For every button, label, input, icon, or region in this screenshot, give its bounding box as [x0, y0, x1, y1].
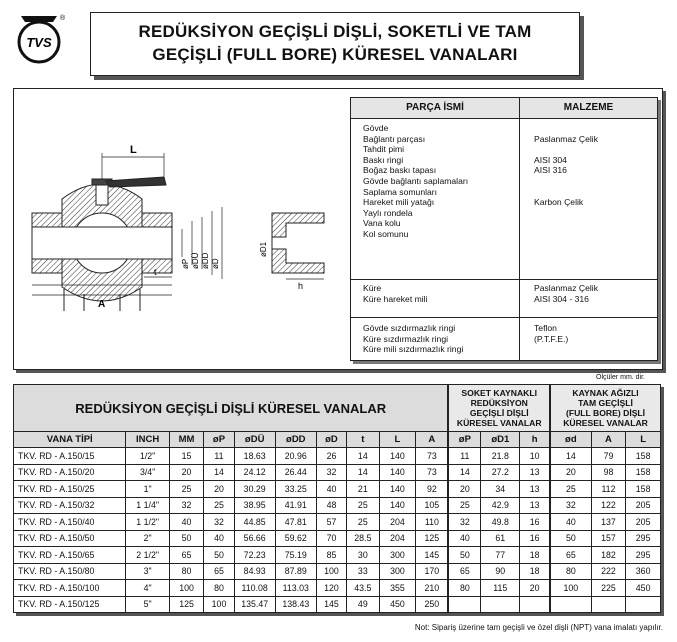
table-cell: 27.2 [481, 464, 520, 481]
table-cell: 26 [316, 448, 346, 465]
table-cell: 32 [550, 497, 591, 514]
table-cell: 225 [591, 580, 626, 597]
table-cell: 138.43 [275, 596, 316, 613]
logo-text: TVS [26, 35, 52, 50]
column-header: L [379, 432, 416, 448]
part-name: Küre hareket mili [363, 293, 428, 304]
weld-group-title: KAYNAK AĞIZLI TAM GEÇİŞLİ (FULL BORE) DİŞLİ KÜRESEL VANALAR [550, 385, 660, 432]
company-logo [13, 10, 65, 66]
table-cell: 13 [520, 464, 550, 481]
column-header: VANA TİPİ [14, 432, 126, 448]
table-cell: 20 [204, 481, 234, 498]
table-cell: 14 [204, 464, 234, 481]
table-cell: 40 [316, 481, 346, 498]
column-header: øD1 [481, 432, 520, 448]
part-material: AISI 304 - 316 [534, 293, 589, 304]
table-cell: 295 [626, 530, 661, 547]
table-cell: 1/2" [126, 448, 169, 465]
table-row [14, 580, 661, 597]
table-cell: 137 [591, 514, 626, 531]
table-cell: 112 [591, 481, 626, 498]
table-cell: 158 [626, 481, 661, 498]
table-cell: 87.89 [275, 563, 316, 580]
table-cell: 21 [347, 481, 379, 498]
table-cell: 34 [481, 481, 520, 498]
column-header: A [416, 432, 449, 448]
table-cell: 158 [626, 464, 661, 481]
table-cell: 16 [520, 530, 550, 547]
table-cell: 140 [379, 448, 416, 465]
table-cell: 5" [126, 596, 169, 613]
table-cell: 140 [379, 481, 416, 498]
table-cell: 360 [626, 563, 661, 580]
table-cell: 80 [448, 580, 480, 597]
table-cell: 158 [626, 448, 661, 465]
dimension-DD: øDD [201, 252, 210, 269]
table-cell: TKV. RD - A.150/65 [14, 547, 126, 564]
column-header: øDÜ [234, 432, 275, 448]
table-cell: 18 [520, 547, 550, 564]
table-cell: 250 [416, 596, 449, 613]
part-material: Teflon [534, 323, 557, 333]
table-cell: 40 [169, 514, 204, 531]
table-cell: 72.23 [234, 547, 275, 564]
table-cell: 25 [204, 497, 234, 514]
parts-group [351, 123, 657, 280]
table-cell: 1 1/2" [126, 514, 169, 531]
table-cell: 65 [448, 563, 480, 580]
part-name: Küre [363, 283, 382, 293]
table-cell: 40 [204, 530, 234, 547]
column-header: L [626, 432, 661, 448]
table-cell: 28.5 [347, 530, 379, 547]
table-cell: 75.19 [275, 547, 316, 564]
table-cell: 15 [169, 448, 204, 465]
part-material: Paslanmaz Çelik [534, 283, 598, 293]
part-material: AISI 304 [534, 154, 567, 165]
table-cell: 125 [416, 530, 449, 547]
table-cell: 110 [416, 514, 449, 531]
table-cell: 10 [520, 448, 550, 465]
part-name: Gövde sızdırmazlık ringi [363, 323, 456, 333]
table-cell: TKV. RD - A.150/80 [14, 563, 126, 580]
table-cell: 4" [126, 580, 169, 597]
table-cell: TKV. RD - A.150/25 [14, 481, 126, 498]
drawing-panel [13, 88, 663, 370]
part-name: Tahdit pimi [363, 144, 405, 155]
socket-group-title: SOKET KAYNAKLI REDÜKSİYON GEÇİŞLİ DİŞLİ KÜRESEL VANALAR [448, 385, 550, 432]
table-cell: 49 [347, 596, 379, 613]
column-header: øD [316, 432, 346, 448]
table-cell: 205 [626, 514, 661, 531]
table-cell: 77 [481, 547, 520, 564]
table-cell: 50 [448, 547, 480, 564]
table-cell: 90 [481, 563, 520, 580]
table-cell: 182 [591, 547, 626, 564]
table-cell: 43.5 [347, 580, 379, 597]
unit-note: Ölçüler mm. dir. [596, 374, 646, 381]
column-header: øP [204, 432, 234, 448]
part-material: (P.T.F.E.) [534, 333, 569, 344]
table-cell: 30.29 [234, 481, 275, 498]
dimension-table [13, 384, 661, 613]
dimension-DU: øDÜ [191, 252, 200, 269]
table-cell: 122 [591, 497, 626, 514]
table-cell: 47.81 [275, 514, 316, 531]
part-name: Bağlantı parçası [363, 133, 426, 144]
table-cell: 125 [169, 596, 204, 613]
table-cell: 20 [169, 464, 204, 481]
table-cell [481, 596, 520, 613]
table-cell: 32 [316, 464, 346, 481]
column-header: ød [550, 432, 591, 448]
part-name: Küre sızdırmazlık ringi [363, 333, 449, 344]
table-row [14, 530, 661, 547]
table-row [14, 481, 661, 498]
dimension-D: øD [211, 258, 220, 269]
table-cell: 26.44 [275, 464, 316, 481]
parts-header-material: MALZEME [563, 102, 614, 113]
table-cell: 40 [448, 530, 480, 547]
table-cell: 50 [169, 530, 204, 547]
parts-material-table [350, 97, 658, 361]
part-material: Paslanmaz Çelik [534, 133, 598, 144]
table-cell: 14 [347, 464, 379, 481]
table-cell: 157 [591, 530, 626, 547]
table-cell: 20 [550, 464, 591, 481]
table-cell: TKV. RD - A.150/15 [14, 448, 126, 465]
table-cell: 120 [316, 580, 346, 597]
table-row [14, 596, 661, 613]
table-row [14, 547, 661, 564]
column-header: A [591, 432, 626, 448]
table-cell: 25 [347, 514, 379, 531]
column-header: øDD [275, 432, 316, 448]
table-cell: 140 [379, 464, 416, 481]
table-cell: TKV. RD - A.150/50 [14, 530, 126, 547]
table-cell: 135.47 [234, 596, 275, 613]
table-cell: 105 [416, 497, 449, 514]
part-name: Saplama somunları [363, 186, 438, 197]
table-cell: 11 [204, 448, 234, 465]
table-cell: 70 [316, 530, 346, 547]
table-cell: 14 [347, 448, 379, 465]
table-cell: 65 [550, 547, 591, 564]
table-cell: 42.9 [481, 497, 520, 514]
table-cell: 25 [550, 481, 591, 498]
table-cell: 3" [126, 563, 169, 580]
table-cell: 33 [347, 563, 379, 580]
table-cell: 18.63 [234, 448, 275, 465]
table-cell: 16 [520, 514, 550, 531]
table-cell: 3/4" [126, 464, 169, 481]
table-cell: 145 [416, 547, 449, 564]
parts-group [351, 319, 657, 361]
dimension-P: øP [181, 258, 190, 269]
part-name: Boğaz baskı tapası [363, 165, 437, 176]
table-cell: 2 1/2" [126, 547, 169, 564]
table-cell: 100 [550, 580, 591, 597]
table-cell: 79 [591, 448, 626, 465]
dimension-D1: øD1 [259, 241, 268, 257]
table-cell: 205 [626, 497, 661, 514]
table-cell: 113.03 [275, 580, 316, 597]
table-cell: 73 [416, 464, 449, 481]
table-cell: TKV. RD - A.150/32 [14, 497, 126, 514]
part-name: Kol somunu [363, 228, 409, 239]
table-cell: 145 [316, 596, 346, 613]
table-cell: 73 [416, 448, 449, 465]
table-cell: 355 [379, 580, 416, 597]
table-cell: 32 [169, 497, 204, 514]
table-cell: 25 [448, 497, 480, 514]
table-cell: 33.25 [275, 481, 316, 498]
table-cell [550, 596, 591, 613]
table-cell: 65 [169, 547, 204, 564]
footnote: Not: Sipariş üzerine tam geçişli ve özel dişli (NPT) vana imalatı yapılır. [414, 623, 663, 632]
column-header: INCH [126, 432, 169, 448]
part-name: Küre mili sızdırmazlık ringi [363, 344, 464, 355]
table-cell: 80 [204, 580, 234, 597]
table-cell: 80 [169, 563, 204, 580]
table-cell: 170 [416, 563, 449, 580]
table-cell [448, 596, 480, 613]
table-cell: 18 [520, 563, 550, 580]
table-cell: 100 [316, 563, 346, 580]
table-cell: TKV. RD - A.150/125 [14, 596, 126, 613]
table-cell: 85 [316, 547, 346, 564]
table-cell: 450 [626, 580, 661, 597]
part-name: Yaylı rondela [363, 207, 413, 218]
table-cell: 1 1/4" [126, 497, 169, 514]
table-cell: 204 [379, 530, 416, 547]
table-cell: 38.95 [234, 497, 275, 514]
valve-technical-drawing [14, 89, 346, 369]
table-row [14, 448, 661, 465]
table-row [14, 464, 661, 481]
part-name: Baskı ringi [363, 154, 404, 165]
table-cell: 25 [347, 497, 379, 514]
part-material: Karbon Çelik [534, 197, 584, 208]
table-cell: 1" [126, 481, 169, 498]
part-name: Gövde bağlantı saplamaları [363, 175, 469, 186]
table-cell: 41.91 [275, 497, 316, 514]
table-row [14, 497, 661, 514]
table-cell: 30 [347, 547, 379, 564]
table-cell: 80 [550, 563, 591, 580]
table-cell: 115 [481, 580, 520, 597]
table-row [14, 514, 661, 531]
table-cell: TKV. RD - A.150/20 [14, 464, 126, 481]
table-cell: 13 [520, 497, 550, 514]
column-header: øP [448, 432, 480, 448]
table-cell: 204 [379, 514, 416, 531]
table-cell: 21.8 [481, 448, 520, 465]
table-cell: 48 [316, 497, 346, 514]
table-cell: 14 [448, 464, 480, 481]
table-cell: 300 [379, 547, 416, 564]
table-cell: 222 [591, 563, 626, 580]
table-cell: 300 [379, 563, 416, 580]
table-cell: 210 [416, 580, 449, 597]
table-cell: 57 [316, 514, 346, 531]
table-main-title: REDÜKSİYON GEÇİŞLİ DİŞLİ KÜRESEL VANALAR [14, 385, 449, 432]
table-cell: 49.8 [481, 514, 520, 531]
table-cell: 59.62 [275, 530, 316, 547]
table-cell: 56.66 [234, 530, 275, 547]
registered-mark: ® [60, 15, 65, 22]
table-cell: 20.96 [275, 448, 316, 465]
table-cell: 450 [379, 596, 416, 613]
table-cell: 32 [448, 514, 480, 531]
table-cell: 13 [520, 481, 550, 498]
table-cell: 140 [379, 497, 416, 514]
table-row [14, 563, 661, 580]
table-cell [626, 596, 661, 613]
dimension-h: h [298, 281, 304, 291]
title-line-2: GEÇİŞLİ (FULL BORE) KÜRESEL VANALARI [152, 45, 518, 64]
table-cell: 100 [204, 596, 234, 613]
part-name: Gövde [363, 123, 389, 133]
table-cell: 44.85 [234, 514, 275, 531]
dimension-L: L [130, 144, 137, 156]
table-cell: 295 [626, 547, 661, 564]
table-cell: 100 [169, 580, 204, 597]
table-cell: 65 [204, 563, 234, 580]
column-header: MM [169, 432, 204, 448]
table-cell: 40 [550, 514, 591, 531]
table-cell: 20 [520, 580, 550, 597]
column-header: h [520, 432, 550, 448]
table-cell: 98 [591, 464, 626, 481]
part-name: Hareket mili yatağı [363, 197, 435, 208]
part-name: Vana kolu [363, 218, 401, 229]
table-cell: 61 [481, 530, 520, 547]
table-cell: 92 [416, 481, 449, 498]
table-cell: 50 [550, 530, 591, 547]
table-cell: 2" [126, 530, 169, 547]
table-cell [520, 596, 550, 613]
table-cell [591, 596, 626, 613]
column-header: t [347, 432, 379, 448]
parts-group [351, 279, 657, 318]
part-material: AISI 316 [534, 165, 567, 176]
dimension-t: t [154, 267, 157, 277]
dimension-A: A [98, 299, 106, 310]
parts-header-name: PARÇA İSMİ [351, 98, 520, 118]
table-cell: 11 [448, 448, 480, 465]
table-cell: 84.93 [234, 563, 275, 580]
table-cell: 24.12 [234, 464, 275, 481]
table-cell: 25 [169, 481, 204, 498]
title-line-1: REDÜKSİYON GEÇİŞLİ DİŞLİ, SOKETLİ VE TAM [138, 22, 532, 41]
table-cell: TKV. RD - A.150/40 [14, 514, 126, 531]
table-cell: 20 [448, 481, 480, 498]
title-box [90, 12, 580, 76]
table-cell: 110.08 [234, 580, 275, 597]
table-cell: 32 [204, 514, 234, 531]
table-cell: 14 [550, 448, 591, 465]
table-cell: TKV. RD - A.150/100 [14, 580, 126, 597]
table-cell: 50 [204, 547, 234, 564]
